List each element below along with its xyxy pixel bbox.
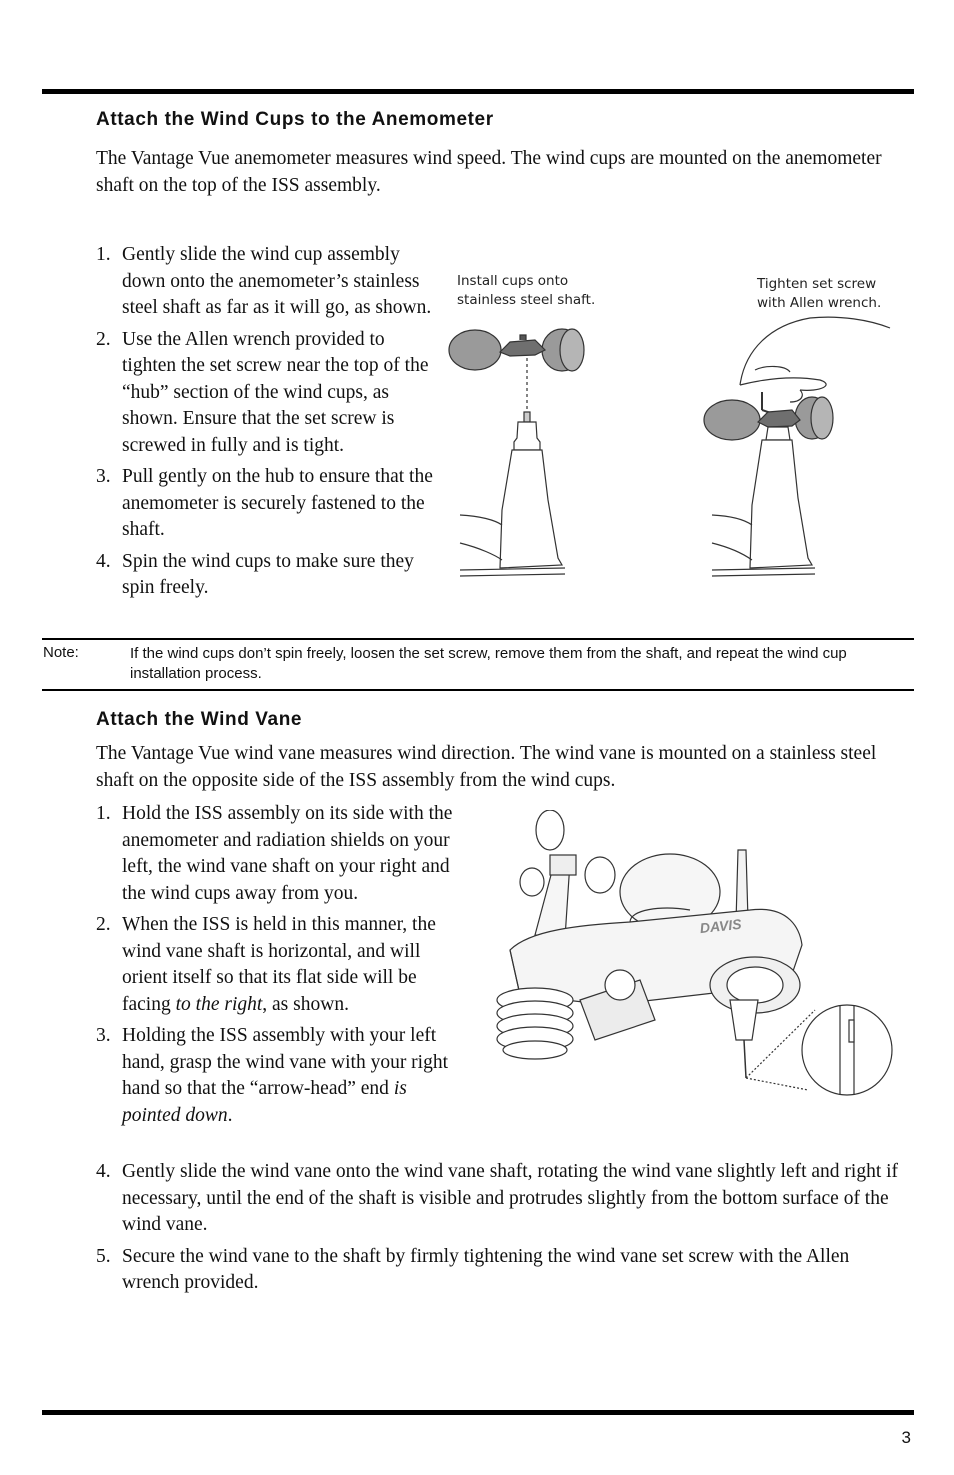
note-bottom-rule bbox=[42, 689, 914, 691]
section-title-wind-cups: Attach the Wind Cups to the Anemometer bbox=[96, 109, 494, 130]
wind-vane-steps-bottom bbox=[96, 1159, 911, 1302]
list-item: 2. Use the Allen wrench provided to tighten the set screw near the top of the “hub” section of the wind cups, as shown. Ensure that the set screw is screwed in fully and is tight. bbox=[96, 328, 429, 456]
section-intro-wind-cups: The Vantage Vue anemometer measures wind speed. The wind cups are mounted on the anemometer shaft on the top of the ISS assembly. bbox=[96, 148, 882, 196]
brand-label: DAVIS bbox=[699, 915, 743, 937]
list-item: 2. When the ISS is held in this manner, the wind vane shaft is horizontal, and will orient itself so that its flat side will be facing to the right, as shown. bbox=[96, 914, 436, 1015]
section-intro-wind-vane: The Vantage Vue wind vane measures wind direction. The wind vane is mounted on a stainless steel shaft on the opposite side of the ISS assembly from the wind cups. bbox=[96, 743, 877, 791]
radiation-shield-figure bbox=[497, 988, 573, 1059]
note-top-rule bbox=[42, 638, 914, 640]
wind-cups-steps bbox=[96, 242, 436, 607]
wind-cups-illustration bbox=[440, 310, 910, 585]
note-label: Note: bbox=[43, 644, 79, 661]
caption-install-cups: Install cups onto stainless steel shaft. bbox=[457, 273, 596, 308]
page-number: 3 bbox=[901, 1428, 911, 1447]
top-rule bbox=[42, 89, 914, 94]
list-item: 3. Holding the ISS assembly with your left hand, grasp the wind vane with your right hand so that the “arrow-head” end is pointed down. bbox=[96, 1025, 449, 1126]
wind-vane-steps-top bbox=[96, 801, 461, 1134]
bottom-rule bbox=[42, 1410, 914, 1415]
cups-above-shaft-figure bbox=[449, 329, 584, 576]
note-text: If the wind cups don’t spin freely, loosen the set screw, remove them from the shaft, and repeat the wind cup installation process. bbox=[130, 645, 847, 682]
list-item: 1. Gently slide the wind cup assembly down onto the anemometer’s stainless steel shaft as far as it will go, as shown. bbox=[96, 244, 432, 318]
caption-tighten-screw: Tighten set screw with Allen wrench. bbox=[757, 276, 882, 311]
list-item: 4. Gently slide the wind vane onto the wind vane shaft, rotating the wind vane slightly left and right if necessary, until the end of the shaft is visible and protrudes slightly from the bottom surface of the wind vane. bbox=[96, 1161, 899, 1235]
list-item: 3. Pull gently on the hub to ensure that the anemometer is securely fastened to the shaft. bbox=[96, 466, 433, 540]
hand-tighten-figure bbox=[704, 317, 890, 576]
list-item: 4. Spin the wind cups to make sure they spin freely. bbox=[96, 550, 414, 598]
list-item: 5. Secure the wind vane to the shaft by firmly tightening the wind vane set screw with the Allen wrench provided. bbox=[96, 1245, 850, 1293]
list-item: 1. Hold the ISS assembly on its side with the anemometer and radiation shields on your left, the wind vane shaft on your right and the wind cups away from you. bbox=[96, 803, 453, 904]
section-title-wind-vane: Attach the Wind Vane bbox=[96, 709, 303, 730]
iss-assembly-illustration bbox=[490, 810, 900, 1100]
